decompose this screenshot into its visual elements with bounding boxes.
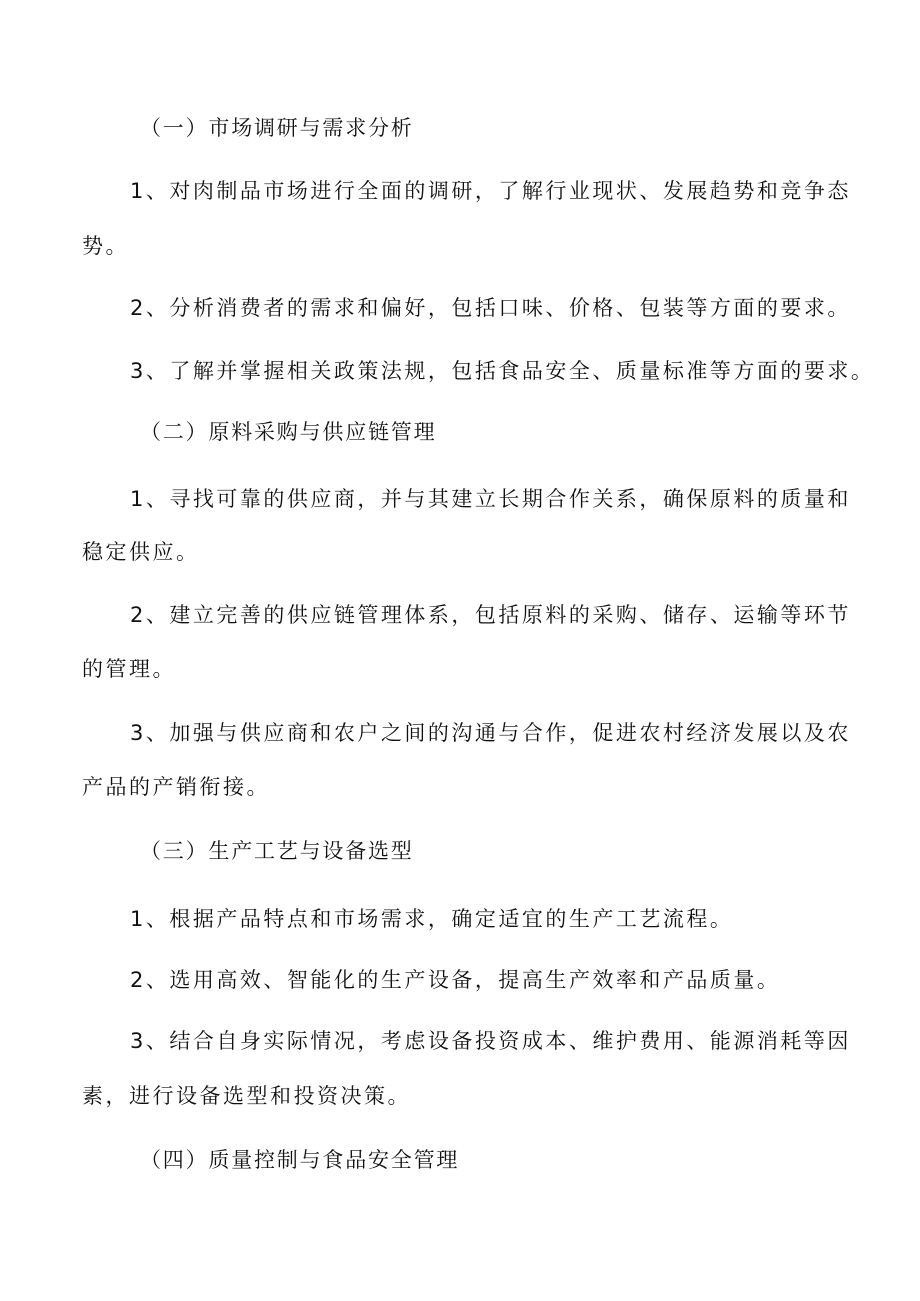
section-heading-production: （三）生产工艺与设备选型 bbox=[140, 839, 414, 863]
paragraph-line: 势。 bbox=[82, 234, 129, 258]
section-heading-quality-control: （四）质量控制与食品安全管理 bbox=[140, 1148, 460, 1172]
section-heading-market-research: （一）市场调研与需求分析 bbox=[140, 116, 414, 140]
paragraph-line: 1、根据产品特点和市场需求，确定适宜的生产工艺流程。 bbox=[130, 907, 734, 931]
section-heading-procurement: （二）原料采购与供应链管理 bbox=[140, 420, 437, 444]
paragraph-line: 产品的产销衔接。 bbox=[82, 775, 270, 799]
paragraph-line: 的管理。 bbox=[82, 657, 176, 681]
paragraph-line: 3、加强与供应商和农户之间的沟通与合作，促进农村经济发展以及农 bbox=[130, 721, 851, 745]
paragraph-line: 1、对肉制品市场进行全面的调研，了解行业现状、发展趋势和竞争态 bbox=[130, 179, 851, 203]
paragraph-line: 2、分析消费者的需求和偏好，包括口味、价格、包装等方面的要求。 bbox=[130, 296, 851, 320]
paragraph-line: 3、结合自身实际情况，考虑设备投资成本、维护费用、能源消耗等因 bbox=[130, 1029, 851, 1053]
paragraph-line: 2、选用高效、智能化的生产设备，提高生产效率和产品质量。 bbox=[130, 968, 781, 992]
paragraph-line: 1、寻找可靠的供应商，并与其建立长期合作关系，确保原料的质量和 bbox=[130, 487, 851, 511]
paragraph-line: 2、建立完善的供应链管理体系，包括原料的采购、储存、运输等环节 bbox=[130, 603, 851, 627]
paragraph-line: 3、了解并掌握相关政策法规，包括食品安全、质量标准等方面的要求。 bbox=[130, 359, 875, 383]
paragraph-line: 素，进行设备选型和投资决策。 bbox=[82, 1084, 411, 1108]
paragraph-line: 稳定供应。 bbox=[82, 540, 200, 564]
